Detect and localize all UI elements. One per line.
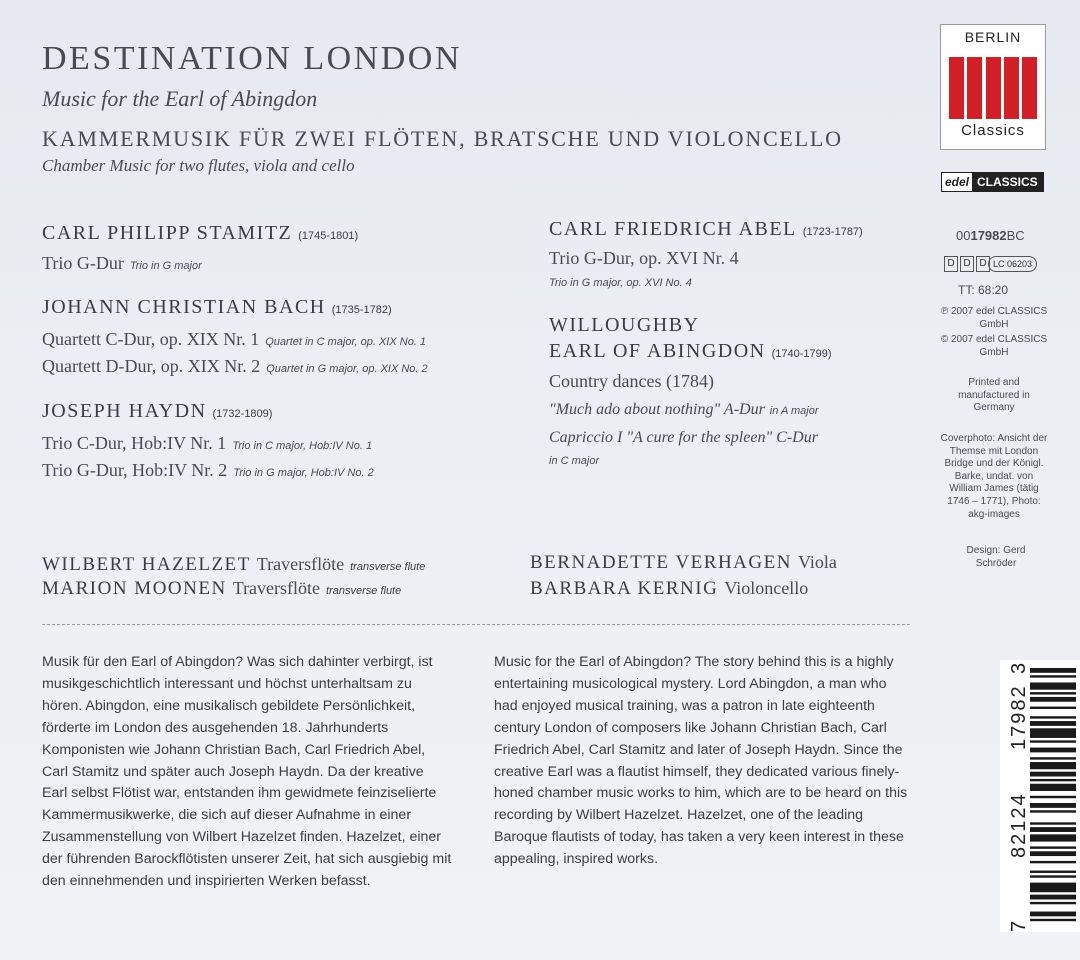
catno-main: 17982	[970, 228, 1007, 243]
barcode-bar	[1030, 851, 1076, 856]
barcode-bar	[1030, 875, 1076, 877]
ddd-letter: D	[960, 256, 974, 272]
work-item	[42, 460, 374, 481]
barcode-icon	[1030, 668, 1076, 926]
composer-years: (1723-1787)	[802, 226, 863, 238]
barcode-bar	[1030, 810, 1076, 812]
album-subtitle: Music for the Earl of Abingdon	[42, 86, 318, 111]
catno-suffix: BC	[1006, 228, 1025, 243]
barcode-bar	[1030, 682, 1076, 689]
barcode-bar	[1030, 834, 1076, 841]
barcode-digit-last: 3	[1008, 660, 1030, 674]
barcode-bar	[1030, 827, 1076, 832]
ddd-badge	[944, 256, 990, 272]
performer-name: BERNADETTE VERHAGEN	[530, 552, 792, 573]
barcode-bar	[1030, 707, 1076, 709]
logo-text-bottom: Classics	[961, 122, 1025, 139]
logo-bar	[986, 57, 1001, 119]
work-title: "Much ado about nothing" A-Dur	[549, 401, 765, 418]
work-title: Quartett D-Dur, op. XIX Nr. 2	[42, 356, 261, 376]
composer-years: (1735-1782)	[331, 304, 392, 316]
liner-notes-de: Musik für den Earl of Abingdon? Was sich dahinter verbirgt, ist musikgeschichtlich interessant und höchst unterhaltsam zu hören. Abingdon, eine musikalisch gebildete Persönlichkeit, förderte im London des ausgehenden 18. Jahrhunderts Komponisten wie Johann Christian Bach, Carl Friedrich Abel, Carl Stamitz und später auch Joseph Haydn. Da der kreative Earl selbst Flötist war, entstanden ihm gewidmete feinziselierte Kammermusikwerke, die sich auf dieser Aufnahme in einer Zusammenstellung von Wilbert Hazelzet finden. Hazelzet, einer der führenden Barockflötisten unserer Zeit, hat sich ausgiebig mit den einnehmenden und inspirierten Werken befasst.	[42, 654, 452, 890]
barcode-bar	[1030, 716, 1076, 718]
composer-willoughby-line2	[549, 340, 832, 363]
catalogue-number	[956, 228, 1025, 243]
barcode-group-1: 82124	[1008, 792, 1030, 858]
work-translation: Trio in G major	[129, 260, 202, 272]
divider	[42, 624, 910, 625]
total-time: TT: 68:20	[958, 283, 1009, 297]
barcode-bar	[1030, 748, 1076, 753]
p-line: ℗ 2007 edel CLASSICS GmbH	[940, 306, 1048, 330]
performer-instrument: Traversflöte	[256, 554, 345, 574]
logo-bars	[949, 57, 1037, 119]
work-item	[42, 433, 372, 454]
c-line: © 2007 edel CLASSICS GmbH	[940, 334, 1048, 358]
barcode-bar	[1030, 895, 1076, 900]
instrument-translation: transverse flute	[326, 585, 402, 597]
performer-name: WILBERT HAZELZET	[42, 554, 251, 575]
classics-text: CLASSICS	[972, 173, 1043, 191]
composer-abel	[549, 218, 863, 241]
printed-in: Printed and manufactured in Germany	[958, 377, 1030, 414]
berlin-classics-logo	[940, 24, 1046, 150]
instrument-translation: transverse flute	[350, 561, 426, 573]
work-title: Country dances (1784)	[549, 371, 714, 391]
performer-name: BARBARA KERNIG	[530, 578, 719, 599]
barcode-digit-first: 7	[1008, 918, 1030, 932]
work-title: Quartett C-Dur, op. XIX Nr. 1	[42, 329, 260, 349]
barcode-bar	[1030, 697, 1076, 702]
composer-bach	[42, 296, 392, 319]
logo-bar	[967, 57, 982, 119]
barcode-bar	[1030, 919, 1076, 921]
genre-line-de: KAMMERMUSIK FÜR ZWEI FLÖTEN, BRATSCHE UND VIOLONCELLO	[42, 126, 843, 151]
barcode-bar	[1030, 779, 1076, 781]
barcode-bar	[1030, 692, 1076, 694]
logo-text-top: BERLIN	[964, 29, 1022, 45]
work-title: Trio C-Dur, Hob:IV Nr. 1	[42, 433, 227, 453]
work-translation: Trio in G major, Hob:IV No. 2	[233, 467, 374, 479]
logo-bar	[1004, 57, 1019, 119]
barcode-bar	[1030, 912, 1076, 917]
album-title: DESTINATION LONDON	[42, 40, 462, 77]
liner-notes-en: Music for the Earl of Abingdon? The story behind this is a highly entertaining musicological mystery. Lord Abingdon, a man who had enjoyed musical training, was a patron in late eighteenth century London of composers like Johann Christian Bach, Carl Friedrich Abel, Carl Stamitz and later of Joseph Haydn. Since the creative Earl was a flautist himself, they dedicated various finely-honed chamber music works to him, which are to be heard on this recording by Wilbert Hazelzet. Hazelzet, one of the leading Baroque flautists of today, has taken a very keen interest in these appealing, inspired works.	[494, 654, 908, 868]
barcode-bar	[1030, 846, 1076, 848]
composer-years: (1745-1801)	[298, 230, 359, 242]
work-translation: Trio in G major, op. XVI No. 4	[549, 277, 692, 289]
barcode-bar	[1030, 871, 1076, 873]
logo-bar	[1022, 57, 1037, 119]
work-translation: Quartet in C major, op. XIX No. 1	[265, 336, 427, 348]
catno-prefix: 00	[956, 228, 971, 243]
performer-instrument: Viola	[797, 552, 837, 572]
design-credit: Design: Gerd Schröder	[966, 545, 1026, 569]
composer-name: EARL OF ABINGDON	[549, 340, 766, 362]
work-item	[42, 356, 428, 377]
edel-text: edel	[942, 173, 972, 191]
work-title: Trio G-Dur, Hob:IV Nr. 2	[42, 460, 228, 480]
barcode-bar	[1030, 668, 1076, 673]
work-title: Capriccio I "A cure for the spleen" C-Dur	[549, 429, 818, 446]
barcode-bar	[1030, 757, 1076, 759]
composer-haydn	[42, 400, 272, 423]
performer-hazelzet	[42, 554, 425, 576]
label-code: LC 06203	[988, 256, 1037, 272]
ddd-letter: D	[976, 256, 990, 272]
barcode-bar	[1030, 902, 1076, 904]
barcode-bar	[1030, 762, 1076, 769]
logo-bar	[949, 57, 964, 119]
barcode-bar	[1030, 740, 1076, 742]
work-title: Trio G-Dur, op. XVI Nr. 4	[549, 248, 739, 268]
performer-verhagen	[530, 552, 837, 574]
work-translation: in C major	[549, 455, 600, 467]
work-item	[549, 401, 819, 419]
coverphoto-credit: Coverphoto: Ansicht der Themse mit London Bridge und der Königl. Barke, undat. von William James (tätig 1746 – 1771), Photo: akg-images	[940, 433, 1048, 520]
composer-name: JOHANN CHRISTIAN BACH	[42, 296, 326, 318]
barcode-bar	[1030, 784, 1076, 791]
barcode-bar	[1030, 796, 1076, 798]
composer-stamitz	[42, 222, 358, 245]
composer-name: CARL PHILIPP STAMITZ	[42, 222, 293, 244]
work-item	[42, 253, 202, 274]
performer-moonen	[42, 578, 401, 600]
performer-name: MARION MOONEN	[42, 578, 227, 599]
ddd-letter: D	[944, 256, 958, 272]
work-translation: Quartet in G major, op. XIX No. 2	[266, 363, 428, 375]
edel-classics-logo	[941, 172, 1044, 192]
composer-years: (1732-1809)	[212, 408, 273, 420]
performer-kernig	[530, 578, 808, 600]
composer-years: (1740-1799)	[771, 348, 832, 360]
barcode-bar	[1030, 803, 1076, 808]
composer-name: CARL FRIEDRICH ABEL	[549, 218, 797, 240]
work-item	[42, 329, 426, 350]
work-translation: in A major	[769, 405, 819, 417]
work-translation: Trio in C major, Hob:IV No. 1	[232, 440, 373, 452]
barcode-bar	[1030, 772, 1076, 777]
barcode-bar	[1030, 822, 1076, 824]
performer-instrument: Violoncello	[724, 578, 809, 598]
barcode-bar	[1030, 861, 1076, 863]
barcode-bar	[1030, 721, 1076, 726]
composer-willoughby-line1: WILLOUGHBY	[549, 314, 700, 336]
barcode-bar	[1030, 675, 1076, 677]
barcode-group-2: 17982	[1008, 684, 1030, 750]
genre-line-en: Chamber Music for two flutes, viola and cello	[42, 156, 355, 175]
composer-name: JOSEPH HAYDN	[42, 400, 207, 422]
barcode-bar	[1030, 728, 1076, 738]
barcode-bar	[1030, 883, 1076, 893]
work-title: Trio G-Dur	[42, 253, 124, 273]
performer-instrument: Traversflöte	[232, 578, 321, 598]
